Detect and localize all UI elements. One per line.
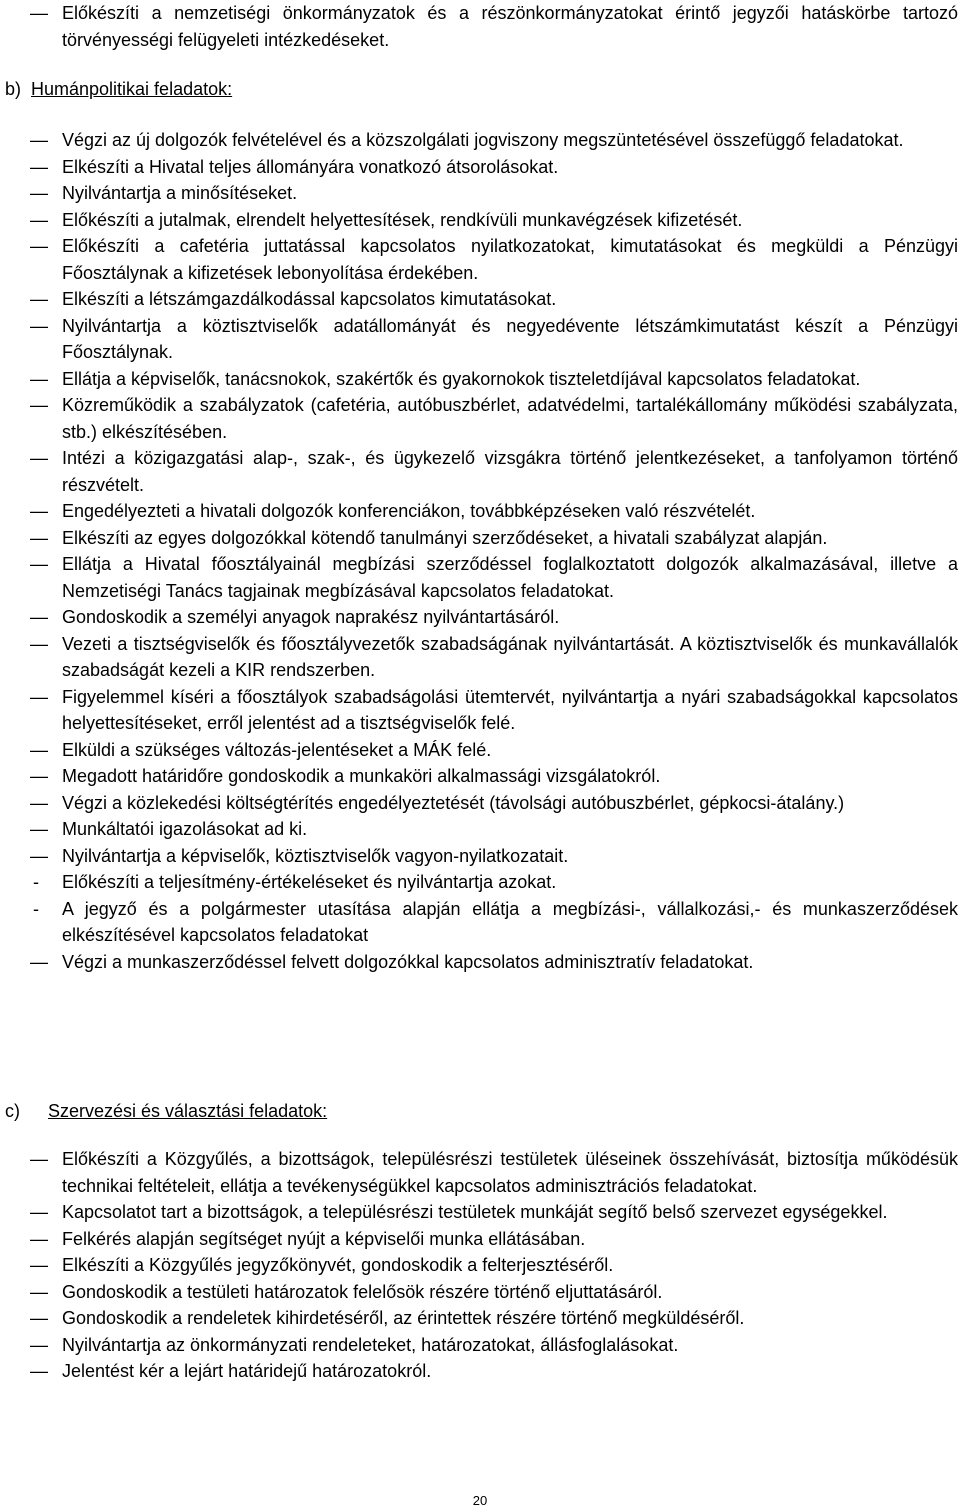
list-item <box>0 1305 960 1332</box>
list-item <box>0 445 960 498</box>
list-item-text: Végzi az új dolgozók felvételével és a közszolgálati jogviszony megszüntetésével összefüggő feladatokat. <box>62 130 904 150</box>
list-item-text: Nyilvántartja az önkormányzati rendeleteket, határozatokat, állásfoglalásokat. <box>62 1334 679 1355</box>
list-item-text: Elkészíti az egyes dolgozókkal kötendő tanulmányi szerződéseket, a hivatali szabályzat alapján. <box>62 527 828 548</box>
dash-bullet: — <box>30 951 48 972</box>
list-item-text: Engedélyezteti a hivatali dolgozók konferenciákon, továbbképzéseken való részvételét. <box>62 501 756 521</box>
list-item-text: Végzi a munkaszerződéssel felvett dolgozókkal kapcsolatos adminisztratív feladatokat. <box>62 951 754 972</box>
list-item-text: A jegyző és a polgármester utasítása alapján ellátja a megbízási-, vállalkozási,- és munkaszerződések elkészítésével kapcsolatos feladatokat <box>62 898 958 945</box>
dash-bullet: — <box>30 236 48 256</box>
dash-bullet: — <box>30 1228 48 1249</box>
list-item-text: Megadott határidőre gondoskodik a munkaköri alkalmassági vizsgálatokról. <box>62 766 661 786</box>
list-item <box>0 154 960 181</box>
dash-bullet: — <box>30 1334 48 1355</box>
dash-bullet: — <box>30 395 48 415</box>
list-item <box>0 1146 960 1199</box>
list-item <box>0 604 960 631</box>
list-item-text: Előkészíti a Közgyűlés, a bizottságok, településrészi testületek üléseinek összehívását, biztosítja működésük technikai feltételeit, ellátja a tevékenységükkel kapcsolatos adminisztrációs feladatokat. <box>62 1149 958 1196</box>
section-title: Szervezési és választási feladatok: <box>48 1101 328 1121</box>
list-item-text: Elkészíti a Közgyűlés jegyzőkönyvét, gondoskodik a felterjesztéséről. <box>62 1255 614 1275</box>
list-item-text: Közreműködik a szabályzatok (cafetéria, autóbuszbérlet, adatvédelmi, tartalékállomány működési szabályzata, stb.) elkészítésében. <box>62 395 958 442</box>
list-item <box>0 790 960 817</box>
dash-bullet: — <box>30 527 48 548</box>
list-item <box>0 1226 960 1253</box>
dash-bullet: — <box>30 607 48 627</box>
list-item <box>0 498 960 525</box>
dash-bullet: — <box>30 1361 48 1381</box>
list-item <box>0 737 960 764</box>
page-number: 20 <box>472 1493 488 1508</box>
list-item <box>0 1279 960 1306</box>
dash-bullet: — <box>30 501 48 521</box>
list-item-text: Ellátja a Hivatal főosztályainál megbízási szerződéssel foglalkoztatott dolgozók alkalmazásával, illetve a Nemzetiségi Tanács tagjainak megbízásával kapcsolatos feladatokat. <box>62 554 958 601</box>
dash-bullet: — <box>30 845 48 866</box>
list-item-text: Kapcsolatot tart a bizottságok, a településrészi testületek munkáját segítő belső szervezet egységekkel. <box>62 1202 888 1222</box>
list-item <box>0 1332 960 1359</box>
dash-bullet: — <box>30 209 48 230</box>
list-item-text: Végzi a közlekedési költségtérítés engedélyeztetését (távolsági autóbuszbérlet, gépkocsi-átalány.) <box>62 792 845 813</box>
list-item-text: Figyelemmel kíséri a főosztályok szabadságolási ütemtervét, nyilvántartja a nyári szabadságokkal kapcsolatos helyettesítéseket, erről jelentést ad a tisztségviselők felé. <box>62 686 958 733</box>
dash-bullet: — <box>30 766 48 786</box>
list-item <box>0 896 960 949</box>
list-item <box>0 180 960 207</box>
list-item <box>0 525 960 552</box>
dash-bullet: — <box>30 289 48 309</box>
list-item <box>0 313 960 366</box>
list-item <box>0 816 960 843</box>
list-item-text: Intézi a közigazgatási alap-, szak-, és ügykezelő vizsgákra történő jelentkezéseket, a tanfolyamon történő részvételt. <box>62 448 958 495</box>
section-title: Humánpolitikai feladatok: <box>31 79 233 99</box>
hyphen-bullet: - <box>33 898 39 919</box>
list-item-text: Munkáltatói igazolásokat ad ki. <box>62 819 308 839</box>
hyphen-bullet: - <box>33 872 39 892</box>
list-item <box>0 127 960 154</box>
list-item-text: Vezeti a tisztségviselők és főosztályvezetők szabadságának nyilvántartását. A köztisztviselők és munkavállalók szabadságát kezeli a KIR rendszerben. <box>62 633 958 680</box>
section-b-heading <box>0 76 960 102</box>
list-item <box>0 843 960 870</box>
dash-bullet: — <box>30 1308 48 1328</box>
list-item <box>0 684 960 737</box>
section-marker: c) <box>5 1101 20 1121</box>
list-item-text: Előkészíti a cafetéria juttatással kapcsolatos nyilatkozatokat, kimutatásokat és megküldi a Pénzügyi Főosztálynak a kifizetések lebonyolítása érdekében. <box>62 236 958 283</box>
list-item <box>0 631 960 684</box>
dash-bullet: — <box>30 1202 48 1222</box>
list-item <box>0 1252 960 1279</box>
list-item-text: Előkészíti a teljesítmény-értékeléseket és nyilvántartja azokat. <box>62 872 557 892</box>
list-item-text: Előkészíti a nemzetiségi önkormányzatok és a részönkormányzatokat érintő jegyzői hatáskörbe tartozó törvényességi felügyeleti intézkedéseket. <box>62 3 958 50</box>
list-item <box>0 366 960 393</box>
list-item <box>0 392 960 445</box>
list-item-text: Előkészíti a jutalmak, elrendelt helyettesítések, rendkívüli munkavégzések kifizetését. <box>62 209 743 230</box>
list-item-text: Jelentést kér a lejárt határidejű határozatokról. <box>62 1361 432 1381</box>
list-item-text: Nyilvántartja a minősítéseket. <box>62 183 298 203</box>
list-item-text: Gondoskodik a testületi határozatok felelősök részére történő eljuttatásáról. <box>62 1281 663 1302</box>
dash-bullet: — <box>30 183 48 203</box>
section-a-list <box>0 0 960 53</box>
list-item <box>0 1199 960 1226</box>
list-item <box>0 869 960 896</box>
dash-bullet: — <box>30 792 48 813</box>
dash-bullet: — <box>30 739 48 760</box>
list-item <box>0 949 960 976</box>
section-marker: b) <box>5 79 22 99</box>
dash-bullet: — <box>30 1149 48 1169</box>
dash-bullet: — <box>30 819 48 839</box>
dash-bullet: — <box>30 1255 48 1275</box>
list-item-text: Elkészíti a Hivatal teljes állományára vonatkozó átsorolásokat. <box>62 156 559 177</box>
list-item <box>0 551 960 604</box>
list-item <box>0 286 960 313</box>
dash-bullet: — <box>30 448 48 468</box>
list-item-text: Nyilvántartja a köztisztviselők adatállományát és negyedévente létszámkimutatást készít a Pénzügyi Főosztálynak. <box>62 315 958 362</box>
list-item <box>0 1358 960 1385</box>
list-item-text: Ellátja a képviselők, tanácsnokok, szakértők és gyakornokok tiszteletdíjával kapcsolatos feladatokat. <box>62 368 861 389</box>
dash-bullet: — <box>30 686 48 707</box>
list-item-text: Gondoskodik a személyi anyagok naprakész nyilvántartásáról. <box>62 607 560 627</box>
list-item-text: Nyilvántartja a képviselők, köztisztviselők vagyon-nyilatkozatait. <box>62 845 569 866</box>
section-b-list <box>0 127 960 975</box>
dash-bullet: — <box>30 315 48 336</box>
section-c-heading <box>0 1098 960 1124</box>
list-item-text: Elkészíti a létszámgazdálkodással kapcsolatos kimutatásokat. <box>62 289 557 309</box>
section-c-list <box>0 1146 960 1385</box>
dash-bullet: — <box>30 1281 48 1302</box>
dash-bullet: — <box>30 3 48 23</box>
list-item-text: Felkérés alapján segítséget nyújt a képviselői munka ellátásában. <box>62 1228 586 1249</box>
list-item-text: Gondoskodik a rendeletek kihirdetéséről, az érintettek részére történő megküldéséről. <box>62 1308 745 1328</box>
dash-bullet: — <box>30 633 48 654</box>
list-item <box>0 207 960 234</box>
list-item-text: Elküldi a szükséges változás-jelentéseket a MÁK felé. <box>62 739 492 760</box>
list-item <box>0 233 960 286</box>
dash-bullet: — <box>30 368 48 389</box>
list-item <box>0 0 960 53</box>
dash-bullet: — <box>30 130 48 150</box>
dash-bullet: — <box>30 156 48 177</box>
dash-bullet: — <box>30 554 48 574</box>
list-item <box>0 763 960 790</box>
